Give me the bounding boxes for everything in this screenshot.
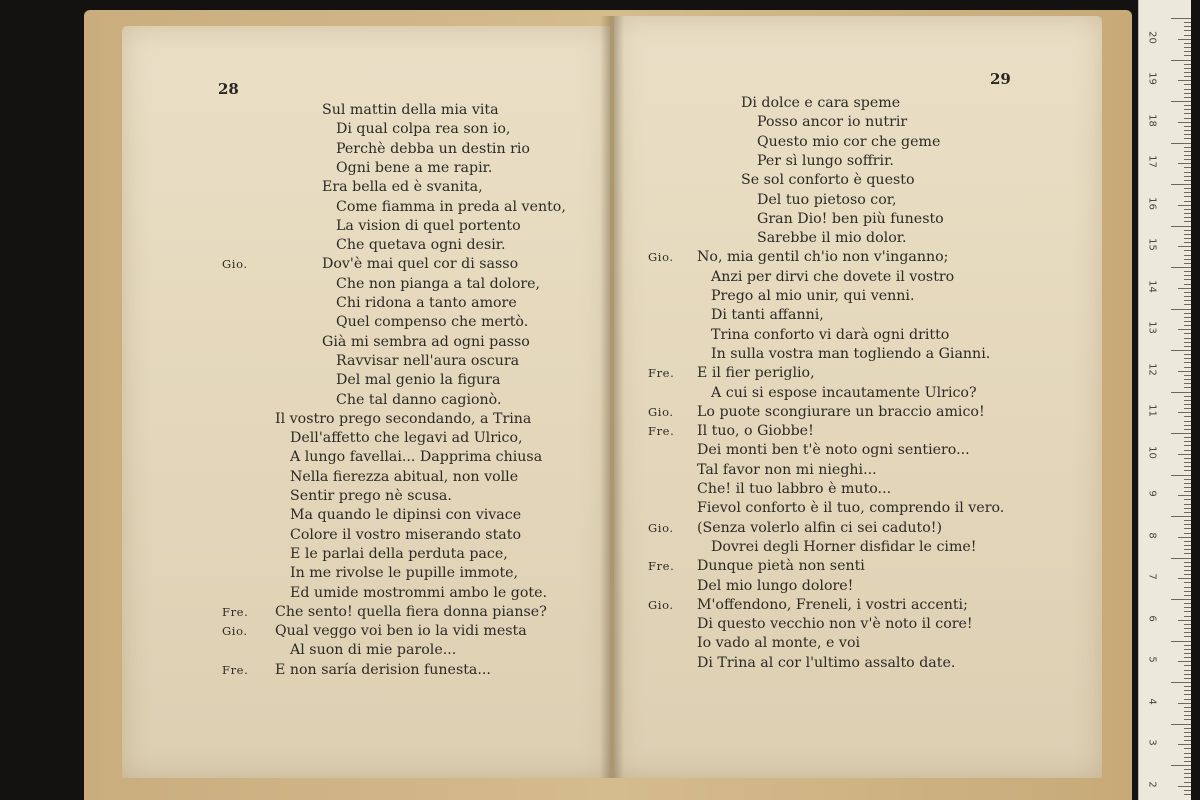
ruler-tick — [1184, 416, 1191, 417]
ruler-tick — [1178, 205, 1191, 206]
ruler-tick — [1184, 591, 1191, 592]
ruler-tick — [1184, 147, 1191, 148]
ruler-number: 16 — [1146, 196, 1158, 210]
ruler-tick — [1184, 167, 1191, 168]
ruler-tick — [1184, 425, 1191, 426]
ruler-tick — [1184, 748, 1191, 749]
verse-line: Ed umide mostrommi ambo le gote. — [290, 584, 548, 601]
verse-line: Che non pianga a tal dolore, — [336, 275, 541, 292]
verse-line: E il fier periglio, — [697, 365, 815, 382]
verse-line: A lungo favellai... Dapprima chiusa — [290, 449, 543, 466]
verse-line: Ogni bene a me rapir. — [336, 159, 493, 176]
ruler-tick — [1184, 657, 1191, 658]
ruler-tick — [1178, 288, 1191, 289]
ruler-tick — [1184, 296, 1191, 297]
speaker-label: Fre. — [648, 424, 675, 439]
ruler-tick — [1184, 611, 1191, 612]
ruler-tick — [1184, 549, 1191, 550]
ruler-tick — [1178, 412, 1191, 413]
ruler-tick — [1184, 263, 1191, 264]
ruler-tick — [1171, 226, 1191, 227]
ruler-tick — [1178, 163, 1191, 164]
ruler-tick — [1178, 371, 1191, 372]
ruler-tick — [1184, 587, 1191, 588]
ruler-number: 12 — [1146, 362, 1158, 376]
ruler-number: 14 — [1146, 279, 1158, 293]
ruler-tick — [1171, 101, 1191, 102]
ruler-tick — [1178, 495, 1191, 496]
ruler-tick — [1184, 51, 1191, 52]
speaker-label: Gio. — [648, 520, 674, 535]
ruler-tick — [1184, 624, 1191, 625]
ruler-tick — [1171, 392, 1191, 393]
verse-line: (Senza volerlo alfin ci sei caduto!) — [697, 519, 943, 536]
ruler-tick — [1184, 172, 1191, 173]
ruler-tick — [1184, 670, 1191, 671]
ruler-tick — [1184, 719, 1191, 720]
speaker-label: Gio. — [222, 624, 248, 639]
speaker-label: Fre. — [222, 662, 249, 677]
ruler-tick — [1184, 545, 1191, 546]
speaker-label: Fre. — [648, 366, 675, 381]
verse-line: E non saría derision funesta... — [275, 661, 491, 678]
ruler-number: 3 — [1146, 739, 1158, 746]
ruler-number: 6 — [1146, 615, 1158, 622]
ruler-tick — [1184, 632, 1191, 633]
ruler-tick — [1178, 122, 1191, 123]
ruler-tick — [1184, 176, 1191, 177]
ruler-tick — [1184, 794, 1191, 795]
ruler-tick — [1178, 39, 1191, 40]
ruler-tick — [1184, 674, 1191, 675]
ruler-tick — [1184, 533, 1191, 534]
ruler-number: 11 — [1146, 404, 1158, 418]
ruler-tick — [1184, 462, 1191, 463]
ruler-tick — [1184, 528, 1191, 529]
ruler-tick — [1184, 255, 1191, 256]
ruler-tick — [1184, 238, 1191, 239]
ruler-tick — [1184, 105, 1191, 106]
ruler-tick — [1184, 715, 1191, 716]
verse-line: Di Trina al cor l'ultimo assalto date. — [697, 654, 956, 671]
ruler-tick — [1178, 454, 1191, 455]
verse-line: Che quetava ogni desir. — [336, 237, 506, 254]
ruler-tick — [1171, 765, 1191, 766]
ruler-tick — [1184, 221, 1191, 222]
ruler-tick — [1184, 524, 1191, 525]
verse-line: Il tuo, o Giobbe! — [697, 423, 814, 440]
ruler-tick — [1184, 151, 1191, 152]
verse-line: Anzi per dirvi che dovete il vostro — [711, 268, 955, 285]
ruler-tick — [1184, 694, 1191, 695]
ruler-tick — [1184, 450, 1191, 451]
measurement-ruler — [1138, 0, 1191, 800]
ruler-tick — [1171, 350, 1191, 351]
ruler-tick — [1184, 711, 1191, 712]
ruler-tick — [1184, 387, 1191, 388]
ruler-tick — [1184, 304, 1191, 305]
verse-line: Di qual colpa rea son io, — [336, 121, 511, 138]
ruler-number: 15 — [1146, 238, 1158, 252]
ruler-tick — [1184, 188, 1191, 189]
ruler-number: 10 — [1146, 445, 1158, 459]
ruler-tick — [1184, 84, 1191, 85]
ruler-tick — [1184, 362, 1191, 363]
ruler-tick — [1184, 678, 1191, 679]
verse-line: Lo puote scongiurare un braccio amico! — [697, 403, 985, 420]
verse-line: No, mia gentil ch'io non v'inganno; — [697, 249, 949, 266]
ruler-tick — [1184, 707, 1191, 708]
verse-line: Come fiamma in preda al vento, — [336, 198, 566, 215]
ruler-tick — [1171, 558, 1191, 559]
verse-line: Dei monti ben t'è noto ogni sentiero... — [697, 442, 970, 459]
verse-line: In sulla vostra man togliendo a Gianni. — [711, 345, 991, 362]
verse-line: Di tanti affanni, — [711, 307, 824, 324]
ruler-tick — [1184, 109, 1191, 110]
ruler-tick — [1171, 475, 1191, 476]
ruler-tick — [1184, 275, 1191, 276]
ruler-tick — [1184, 553, 1191, 554]
ruler-tick — [1171, 18, 1191, 19]
verse-line: Dov'è mai quel cor di sasso — [322, 256, 519, 273]
ruler-tick — [1184, 445, 1191, 446]
ruler-tick — [1184, 279, 1191, 280]
ruler-tick — [1184, 35, 1191, 36]
speaker-label: Fre. — [222, 604, 249, 619]
ruler-tick — [1184, 43, 1191, 44]
verse-line: Ma quando le dipinsi con vivace — [290, 507, 522, 524]
ruler-tick — [1184, 595, 1191, 596]
verse-line: Dell'affetto che legavi ad Ulrico, — [290, 430, 523, 447]
verse-line: Trina conforto vi darà ogni dritto — [711, 326, 950, 343]
ruler-tick — [1184, 616, 1191, 617]
ruler-tick — [1184, 404, 1191, 405]
ruler-tick — [1171, 143, 1191, 144]
ruler-tick — [1184, 213, 1191, 214]
ruler-tick — [1184, 421, 1191, 422]
speaker-label: Gio. — [222, 257, 248, 272]
ruler-tick — [1171, 641, 1191, 642]
ruler-tick — [1184, 130, 1191, 131]
ruler-tick — [1184, 653, 1191, 654]
verse-line: Tal favor non mi nieghi... — [697, 461, 877, 478]
ruler-tick — [1184, 499, 1191, 500]
ruler-tick — [1184, 333, 1191, 334]
ruler-tick — [1184, 740, 1191, 741]
ruler-tick — [1184, 396, 1191, 397]
ruler-tick — [1184, 512, 1191, 513]
verse-line: Qual veggo voi ben io la vidi mesta — [275, 623, 527, 640]
ruler-tick — [1178, 620, 1191, 621]
ruler-tick — [1184, 346, 1191, 347]
ruler-number: 13 — [1146, 321, 1158, 335]
verse-line: Del mio lungo dolore! — [697, 577, 854, 594]
verse-line: In me rivolse le pupille immote, — [290, 565, 519, 582]
ruler-tick — [1184, 118, 1191, 119]
ruler-tick — [1178, 80, 1191, 81]
speaker-label: Gio. — [648, 404, 674, 419]
ruler-tick — [1184, 429, 1191, 430]
verse-line: Che! il tuo labbro è muto... — [697, 481, 892, 497]
ruler-tick — [1184, 487, 1191, 488]
ruler-tick — [1184, 636, 1191, 637]
ruler-tick — [1184, 325, 1191, 326]
ruler-tick — [1171, 599, 1191, 600]
ruler-number: 8 — [1146, 532, 1158, 539]
ruler-tick — [1171, 724, 1191, 725]
ruler-number: 2 — [1146, 781, 1158, 788]
ruler-tick — [1184, 458, 1191, 459]
verse-line: Gran Dio! ben più funesto — [757, 210, 944, 227]
ruler-tick — [1184, 292, 1191, 293]
ruler-tick — [1184, 732, 1191, 733]
ruler-tick — [1178, 703, 1191, 704]
ruler-tick — [1184, 607, 1191, 608]
ruler-tick — [1184, 126, 1191, 127]
ruler-tick — [1178, 537, 1191, 538]
speaker-label: Fre. — [648, 559, 675, 574]
ruler-tick — [1184, 138, 1191, 139]
ruler-tick — [1184, 603, 1191, 604]
ruler-tick — [1184, 217, 1191, 218]
ruler-tick — [1184, 777, 1191, 778]
ruler-tick — [1184, 201, 1191, 202]
verse-line: Perchè debba un destin rio — [336, 140, 530, 157]
ruler-tick — [1184, 645, 1191, 646]
ruler-tick — [1171, 433, 1191, 434]
verse-line: Se sol conforto è questo — [741, 172, 915, 189]
verse-line: Il vostro prego secondando, a Trina — [275, 410, 532, 427]
ruler-tick — [1184, 271, 1191, 272]
ruler-tick — [1184, 317, 1191, 318]
ruler-tick — [1184, 155, 1191, 156]
verse-line: Questo mio cor che geme — [757, 133, 941, 150]
ruler-tick — [1184, 68, 1191, 69]
ruler-tick — [1184, 790, 1191, 791]
ruler-tick — [1184, 242, 1191, 243]
ruler-tick — [1171, 516, 1191, 517]
verse-line: Di questo vecchio non v'è noto il core! — [697, 616, 973, 633]
ruler-tick — [1184, 159, 1191, 160]
ruler-tick — [1184, 491, 1191, 492]
ruler-tick — [1184, 379, 1191, 380]
ruler-tick — [1171, 267, 1191, 268]
speaker-label: Gio. — [648, 597, 674, 612]
ruler-tick — [1184, 504, 1191, 505]
ruler-tick — [1184, 690, 1191, 691]
ruler-tick — [1184, 582, 1191, 583]
ruler-tick — [1184, 367, 1191, 368]
ruler-tick — [1184, 22, 1191, 23]
ruler-tick — [1171, 309, 1191, 310]
ruler-tick — [1184, 64, 1191, 65]
speaker-label: Gio. — [648, 250, 674, 265]
ruler-tick — [1184, 566, 1191, 567]
verse-line: M'offendono, Freneli, i vostri accenti; — [697, 596, 968, 613]
ruler-tick — [1171, 60, 1191, 61]
ruler-tick — [1171, 682, 1191, 683]
ruler-number: 18 — [1146, 113, 1158, 127]
ruler-tick — [1178, 246, 1191, 247]
ruler-tick — [1184, 736, 1191, 737]
ruler-tick — [1184, 196, 1191, 197]
ruler-tick — [1184, 72, 1191, 73]
ruler-tick — [1184, 234, 1191, 235]
ruler-tick — [1184, 470, 1191, 471]
ruler-tick — [1184, 437, 1191, 438]
ruler-tick — [1184, 342, 1191, 343]
ruler-tick — [1184, 562, 1191, 563]
verse-line: Fievol conforto è il tuo, comprendo il vero. — [697, 500, 1005, 517]
verse-line: Che sento! quella fiera donna pianse? — [275, 603, 547, 620]
ruler-tick — [1184, 180, 1191, 181]
ruler-tick — [1184, 259, 1191, 260]
verse-line: A cui si espose incautamente Ulrico? — [711, 384, 977, 401]
verse-line: Posso ancor io nutrir — [757, 114, 908, 131]
ruler-tick — [1171, 184, 1191, 185]
ruler-tick — [1184, 520, 1191, 521]
ruler-tick — [1184, 321, 1191, 322]
ruler-tick — [1184, 93, 1191, 94]
left-page-number: 28 — [218, 80, 239, 98]
verse-line: Già mi sembra ad ogni passo — [322, 333, 530, 350]
ruler-tick — [1184, 408, 1191, 409]
verse-line: Sarebbe il mio dolor. — [757, 230, 907, 247]
ruler-tick — [1184, 570, 1191, 571]
ruler-number: 5 — [1146, 656, 1158, 663]
ruler-tick — [1184, 250, 1191, 251]
verse-line: Del mal genio la figura — [336, 372, 501, 389]
verse-line: Sentir prego nè scusa. — [290, 488, 452, 504]
ruler-tick — [1184, 358, 1191, 359]
ruler-tick — [1184, 383, 1191, 384]
ruler-tick — [1184, 89, 1191, 90]
ruler-tick — [1184, 649, 1191, 650]
ruler-number: 4 — [1146, 698, 1158, 705]
verse-line: Colore il vostro miserando stato — [290, 526, 521, 543]
ruler-number: 19 — [1146, 72, 1158, 86]
verse-line: Quel compenso che mertò. — [336, 314, 529, 331]
ruler-tick — [1184, 400, 1191, 401]
ruler-tick — [1184, 757, 1191, 758]
ruler-tick — [1178, 578, 1191, 579]
verse-line: Per sì lungo soffrir. — [757, 152, 894, 169]
ruler-tick — [1184, 483, 1191, 484]
verse-line: Al suon di mie parole... — [290, 642, 457, 659]
ruler-tick — [1184, 665, 1191, 666]
ruler-tick — [1184, 541, 1191, 542]
verse-line: Nella fierezza abitual, non volle — [290, 468, 519, 485]
book-gutter — [600, 16, 624, 778]
ruler-tick — [1184, 284, 1191, 285]
verse-line: Prego al mio unir, qui venni. — [711, 288, 915, 304]
ruler-tick — [1178, 744, 1191, 745]
ruler-tick — [1184, 769, 1191, 770]
ruler-tick — [1184, 508, 1191, 509]
verse-line: Era bella ed è svanita, — [322, 179, 483, 196]
verse-line: Che tal danno cagionò. — [336, 391, 502, 408]
ruler-tick — [1184, 628, 1191, 629]
verse-line: Del tuo pietoso cor, — [757, 191, 897, 208]
ruler-tick — [1184, 97, 1191, 98]
ruler-tick — [1184, 782, 1191, 783]
verse-line: Ravvisar nell'aura oscura — [336, 352, 520, 369]
ruler-number: 17 — [1146, 155, 1158, 169]
verse-line: Chi ridona a tanto amore — [336, 295, 517, 311]
ruler-tick — [1184, 338, 1191, 339]
ruler-tick — [1184, 47, 1191, 48]
ruler-tick — [1184, 313, 1191, 314]
ruler-tick — [1184, 30, 1191, 31]
verse-line: Dovrei degli Horner disfidar le cime! — [711, 538, 977, 555]
ruler-tick — [1184, 699, 1191, 700]
ruler-tick — [1184, 134, 1191, 135]
verse-line: Dunque pietà non senti — [697, 558, 865, 575]
ruler-tick — [1184, 354, 1191, 355]
ruler-tick — [1178, 786, 1191, 787]
ruler-tick — [1184, 753, 1191, 754]
verse-line: Di dolce e cara speme — [741, 95, 901, 111]
ruler-tick — [1184, 209, 1191, 210]
ruler-tick — [1184, 441, 1191, 442]
right-page-number: 29 — [990, 70, 1011, 88]
ruler-tick — [1184, 466, 1191, 467]
ruler-tick — [1184, 728, 1191, 729]
ruler-number: 20 — [1146, 30, 1158, 44]
ruler-tick — [1184, 574, 1191, 575]
ruler-tick — [1184, 76, 1191, 77]
ruler-tick — [1184, 26, 1191, 27]
ruler-tick — [1184, 192, 1191, 193]
ruler-tick — [1184, 773, 1191, 774]
ruler-tick — [1178, 661, 1191, 662]
ruler-number: 7 — [1146, 573, 1158, 580]
ruler-tick — [1184, 686, 1191, 687]
verse-line: Io vado al monte, e voi — [697, 635, 861, 652]
verse-line: Sul mattin della mia vita — [322, 102, 499, 118]
ruler-tick — [1184, 761, 1191, 762]
ruler-tick — [1184, 300, 1191, 301]
verse-line: E le parlai della perduta pace, — [290, 545, 508, 562]
ruler-tick — [1184, 479, 1191, 480]
ruler-number: 9 — [1146, 490, 1158, 497]
ruler-tick — [1184, 55, 1191, 56]
verse-line: La vision di quel portento — [336, 217, 521, 234]
ruler-tick — [1184, 230, 1191, 231]
ruler-tick — [1184, 375, 1191, 376]
ruler-tick — [1178, 329, 1191, 330]
ruler-tick — [1184, 113, 1191, 114]
